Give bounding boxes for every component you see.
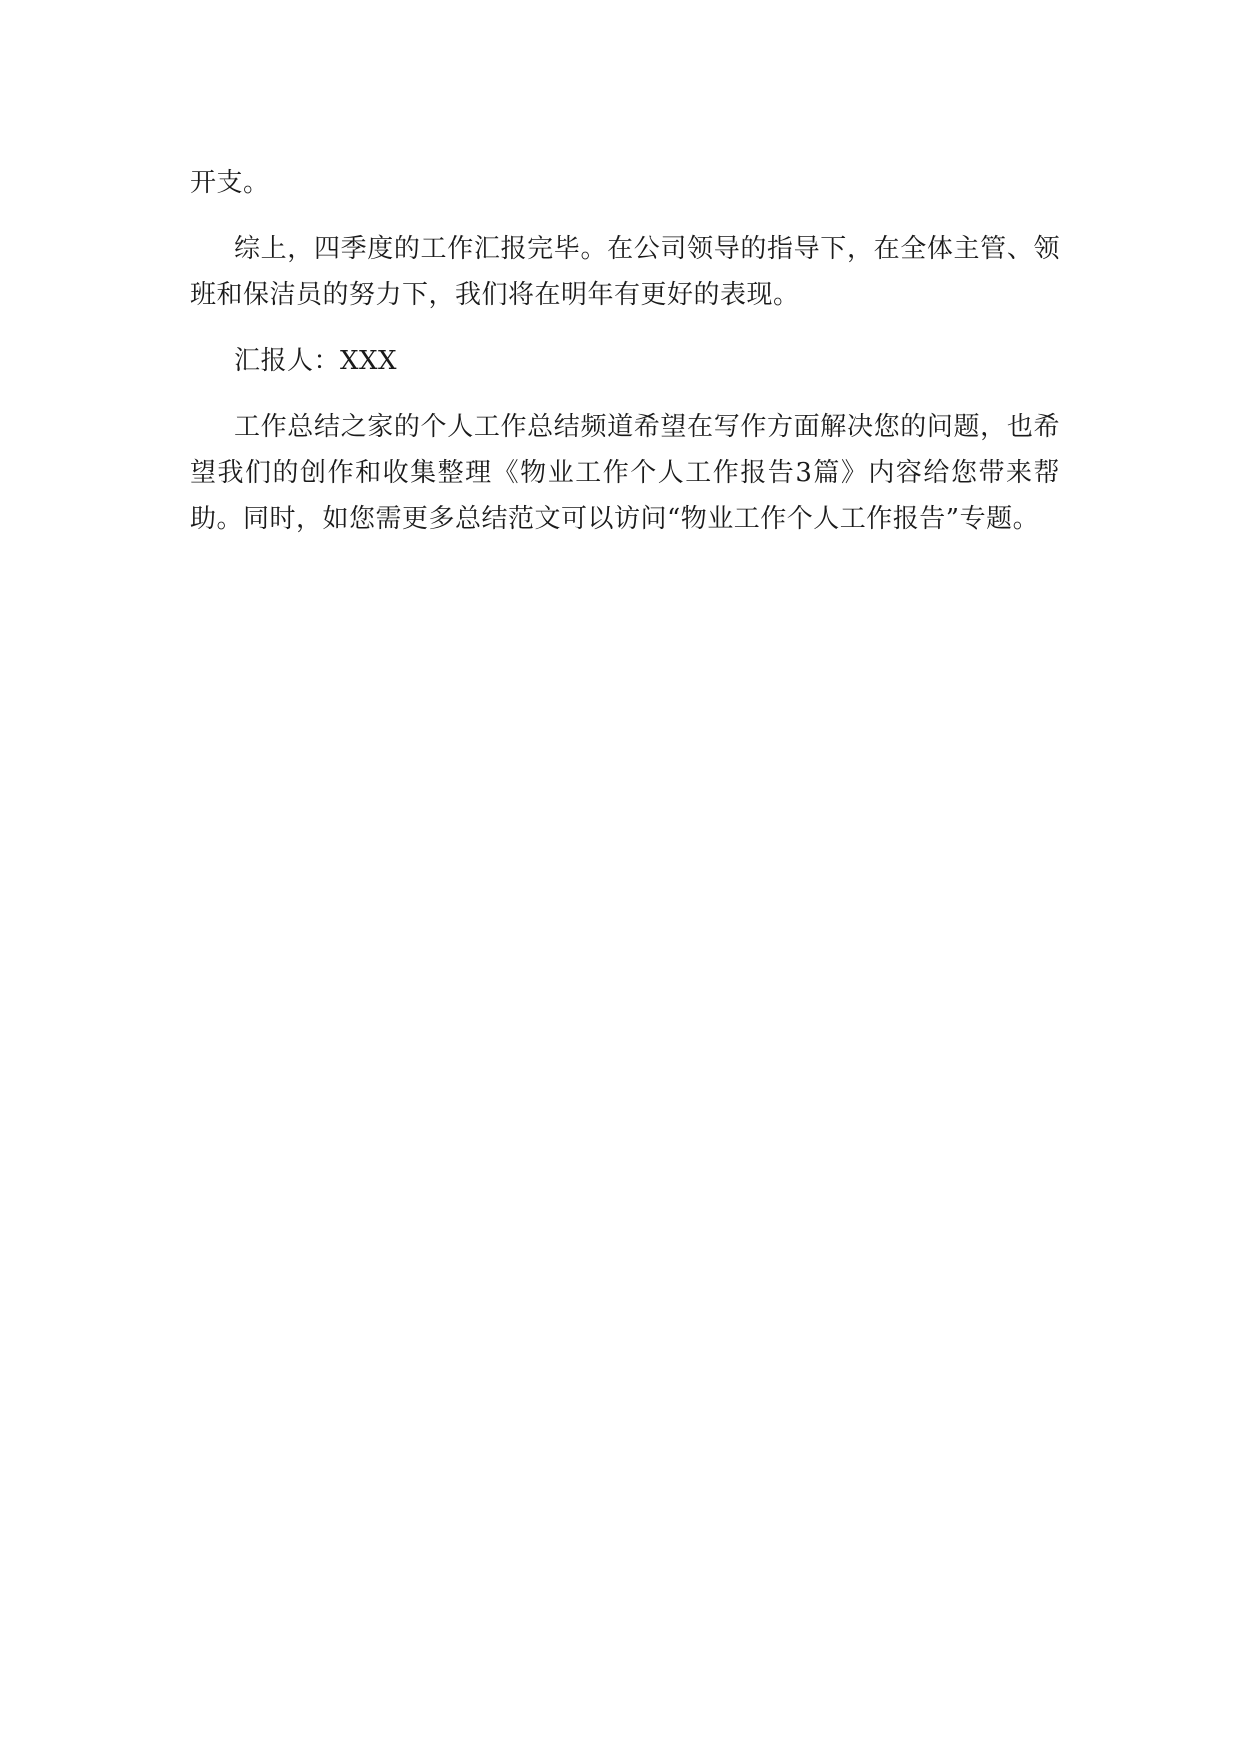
- document-body: [190, 160, 1060, 562]
- paragraph-summary: 综上，四季度的工作汇报完毕。在公司领导的指导下，在全体主管、领班和保洁员的努力下，我们将在明年有更好的表现。: [190, 234, 1060, 310]
- paragraph-continuation: 开支。: [190, 168, 270, 198]
- paragraph-reporter: 汇报人：XXX: [234, 346, 398, 376]
- paragraph-footer-note: 工作总结之家的个人工作总结频道希望在写作方面解决您的问题，也希望我们的创作和收集整理《物业工作个人工作报告3篇》内容给您带来帮助。同时，如您需更多总结范文可以访问“物业工作个人工作报告”专题。: [190, 412, 1060, 534]
